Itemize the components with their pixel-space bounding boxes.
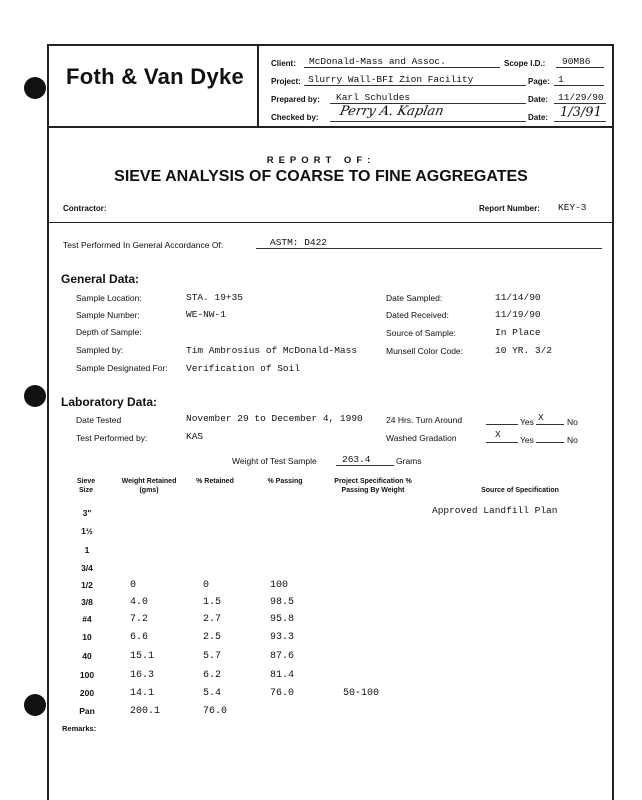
checked-date-underline (554, 121, 606, 122)
header-weight-retained: Weight Retained (gms) (121, 478, 177, 494)
depth-label: Depth of Sample: (76, 327, 142, 337)
table-cell-retained: 1.5 (203, 597, 222, 608)
project-value: Slurry Wall-BFI Zion Facility (308, 74, 474, 85)
lab-data-heading: Laboratory Data: (61, 395, 158, 409)
table-cell-sieve: 1/2 (81, 580, 93, 590)
sample-location-label: Sample Location: (76, 293, 142, 303)
general-data-heading: General Data: (61, 272, 140, 286)
washed-mark: X (495, 429, 501, 440)
header-column-divider (257, 44, 259, 128)
table-cell-weight: 6.6 (130, 632, 149, 643)
date-tested-label: Date Tested (76, 415, 122, 425)
page-label: Page: (528, 77, 550, 86)
sample-weight-value: 263.4 (342, 454, 371, 465)
table-cell-retained: 76.0 (203, 706, 228, 717)
table-cell-passing: 95.8 (270, 614, 295, 625)
turnaround-no-label: No (567, 417, 578, 427)
header-pct-passing: % Passing (267, 478, 303, 485)
table-cell-sieve: #4 (82, 614, 92, 624)
date-tested-value: November 29 to December 4, 1990 (186, 413, 363, 424)
grams-label: Grams (396, 456, 422, 466)
remarks-label: Remarks: (62, 724, 97, 733)
munsell-label: Munsell Color Code: (386, 346, 464, 356)
client-value: McDonald-Mass and Assoc. (309, 56, 446, 67)
punch-hole-middle (24, 385, 46, 407)
table-cell-sieve: 3" (82, 508, 92, 518)
table-cell-weight: 14.1 (130, 688, 155, 699)
table-cell-weight: 7.2 (130, 614, 149, 625)
prepared-date-value: 11/29/90 (558, 92, 604, 103)
contractor-label: Contractor: (63, 204, 107, 213)
performed-by-label: Test Performed by: (76, 433, 148, 443)
source-value: In Place (495, 327, 541, 338)
turnaround-yes-label: Yes (520, 417, 534, 427)
test-accordance-label: Test Performed In General Accordance Of: (63, 240, 224, 250)
project-underline (304, 85, 526, 86)
header-source-of-spec: Source of Specification (481, 487, 559, 494)
table-cell-retained: 2.7 (203, 614, 222, 625)
turnaround-no-blank (536, 424, 564, 425)
checked-date-value: 1/3/91 (560, 105, 602, 120)
date-received-label: Dated Received: (386, 310, 449, 320)
table-cell-sieve: 3/4 (81, 563, 93, 573)
sampled-by-label: Sampled by: (76, 345, 124, 355)
sample-number-value: WE-NW-1 (186, 309, 226, 320)
date-sampled-label: Date Sampled: (386, 293, 443, 303)
table-cell-retained: 2.5 (203, 632, 222, 643)
table-cell-sieve: 1 (84, 545, 90, 555)
table-cell-weight: 16.3 (130, 670, 155, 681)
washed-no-blank (536, 442, 564, 443)
table-cell-passing: 100 (270, 580, 289, 591)
munsell-value: 10 YR. 3/2 (495, 345, 553, 356)
prepared-by-label: Prepared by: (271, 95, 320, 104)
sample-number-label: Sample Number: (76, 310, 140, 320)
source-of-spec-value: Approved Landfill Plan (432, 505, 558, 516)
turnaround-label: 24 Hrs. Turn Around (386, 415, 463, 425)
sample-location-value: STA. 19+35 (186, 292, 244, 303)
client-label: Client: (271, 59, 296, 68)
header-pct-retained: % Retained (196, 478, 234, 485)
table-cell-weight: 200.1 (130, 706, 161, 717)
washed-yes-blank (486, 442, 518, 443)
punch-hole-bottom (24, 694, 46, 716)
table-cell-sieve: 3/8 (81, 597, 93, 607)
scope-underline (556, 67, 604, 68)
designated-for-label: Sample Designated For: (76, 363, 168, 373)
page-value: 1 (558, 74, 564, 85)
designated-for-value: Verification of Soil (186, 363, 301, 374)
washed-no-label: No (567, 435, 578, 445)
project-label: Project: (271, 77, 301, 86)
header-project-spec: Project Specification % Passing By Weight (334, 478, 412, 494)
table-cell-passing: 98.5 (270, 597, 295, 608)
turnaround-mark: X (538, 412, 544, 423)
test-accordance-value: ASTM: D422 (270, 237, 328, 248)
table-cell-retained: 5.4 (203, 688, 222, 699)
table-cell-passing: 76.0 (270, 688, 295, 699)
form-top-border (47, 44, 614, 46)
table-cell-retained: 0 (203, 580, 210, 591)
table-cell-sieve: 1½ (81, 526, 93, 536)
checked-by-signature: Perry A. Kaplan (338, 104, 446, 119)
table-cell-spec: 50-100 (343, 688, 380, 699)
date-sampled-value: 11/14/90 (495, 292, 541, 303)
table-cell-retained: 5.7 (203, 651, 222, 662)
table-cell-sieve: 10 (82, 632, 92, 642)
report-of-label: REPORT OF: (266, 155, 376, 166)
table-cell-weight: 0 (130, 580, 137, 591)
report-number-value: KEY-3 (558, 202, 587, 213)
prepared-date-underline (554, 103, 606, 104)
header-divider (47, 126, 614, 128)
sample-weight-underline (336, 465, 394, 466)
performed-by-value: KAS (186, 431, 204, 442)
checked-by-underline (330, 121, 526, 122)
table-cell-weight: 15.1 (130, 651, 155, 662)
sampled-by-value: Tim Ambrosius of McDonald-Mass (186, 345, 358, 356)
report-number-label: Report Number: (479, 204, 540, 213)
table-cell-retained: 6.2 (203, 670, 222, 681)
scope-label: Scope I.D.: (504, 59, 546, 68)
table-cell-passing: 81.4 (270, 670, 295, 681)
turnaround-yes-blank (486, 424, 518, 425)
washed-yes-label: Yes (520, 435, 534, 445)
table-cell-sieve: 100 (79, 670, 95, 680)
table-cell-sieve: Pan (79, 706, 95, 716)
checked-date-label: Date: (528, 113, 549, 122)
header-sieve-size: Sieve Size (76, 478, 96, 494)
test-accordance-underline (256, 248, 602, 249)
date-received-value: 11/19/90 (495, 309, 541, 320)
table-cell-passing: 87.6 (270, 651, 295, 662)
table-cell-passing: 93.3 (270, 632, 295, 643)
table-cell-weight: 4.0 (130, 597, 149, 608)
prepared-date-label: Date: (528, 95, 549, 104)
prepared-by-value: Karl Schuldes (336, 92, 411, 103)
page-underline (554, 85, 604, 86)
report-title: SIEVE ANALYSIS OF COARSE TO FINE AGGREGATES (114, 168, 528, 185)
washed-gradation-label: Washed Gradation (386, 433, 457, 443)
punch-hole-top (24, 77, 46, 99)
scope-id-value: 90M86 (562, 56, 591, 67)
table-cell-sieve: 200 (79, 688, 95, 698)
sample-weight-label: Weight of Test Sample (232, 456, 317, 466)
source-label: Source of Sample: (386, 328, 456, 338)
table-cell-sieve: 40 (82, 651, 92, 661)
client-underline (304, 67, 500, 68)
company-logo-text: Foth & Van Dyke (66, 64, 245, 89)
checked-by-label: Checked by: (271, 113, 319, 122)
contractor-divider (47, 222, 614, 223)
